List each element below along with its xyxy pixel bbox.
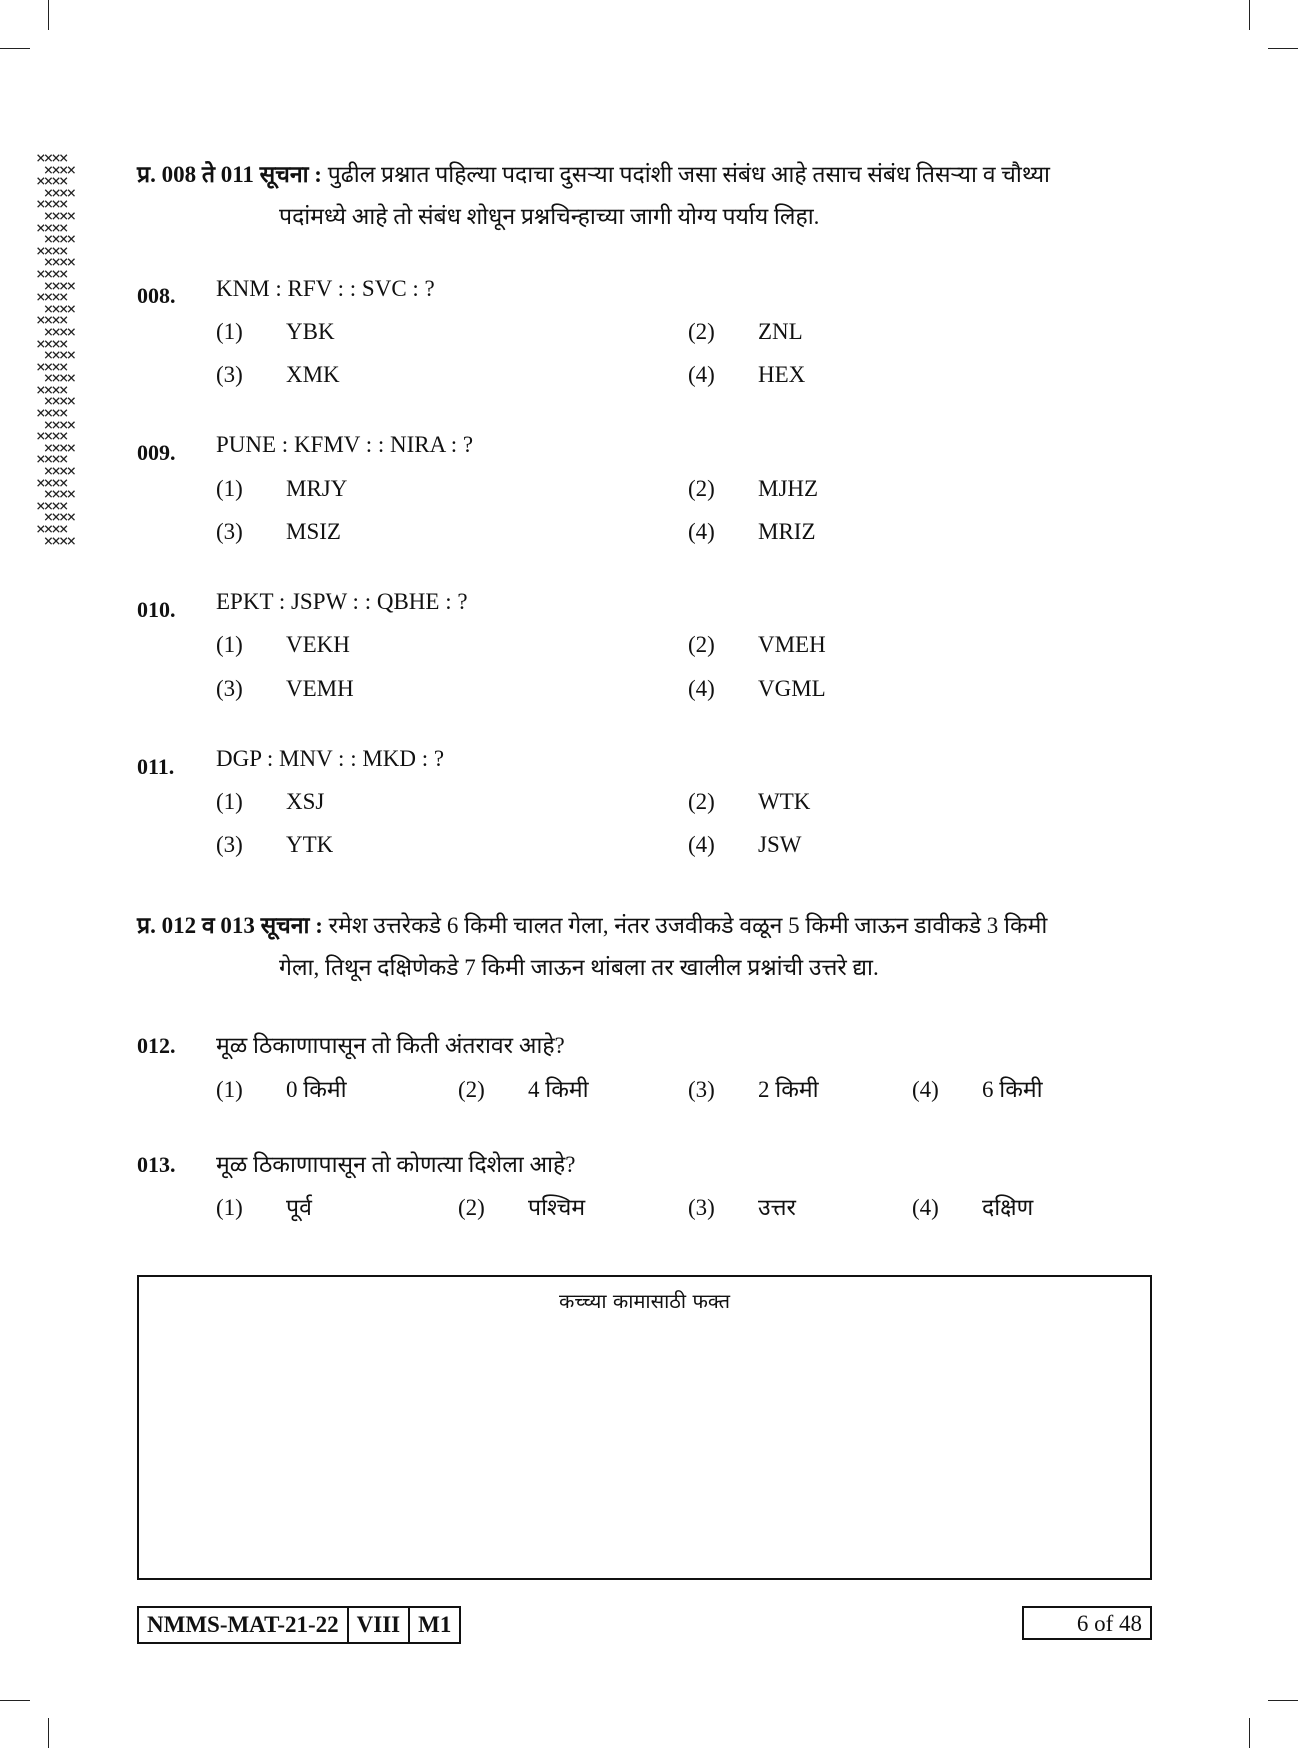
option-number: (4) <box>688 832 715 857</box>
option[interactable] <box>688 362 805 388</box>
crop-mark <box>48 1718 49 1748</box>
question-number: 011. <box>137 754 175 779</box>
rough-work-box <box>137 1275 1152 1580</box>
decorative-x-pattern: ×××× ×××× ×××× ×××× ×××× ×××× ×××× ×××× ×××× ×××× ×××× ×××× ×××× ×××× ×××× ×××× ×××× ×××× ×××× ×××× ×××× ×××× ×××× ×××× ×××× ×××× ×××× ×××× ×××× ×××× ×××× ×××× ×××× ×××× <box>36 152 75 546</box>
option[interactable] <box>688 676 826 702</box>
option-number: (2) <box>688 319 715 344</box>
option[interactable] <box>216 362 340 388</box>
option[interactable] <box>688 832 801 858</box>
option[interactable] <box>458 1072 589 1104</box>
question-number: 009. <box>137 440 176 465</box>
instruction-block <box>137 154 1157 238</box>
option-number: (4) <box>912 1077 939 1102</box>
option-number: (2) <box>688 789 715 814</box>
option-number: (1) <box>216 1195 243 1220</box>
question-text: मूळ ठिकाणापासून तो कोणत्या दिशेला आहे? <box>216 1152 576 1177</box>
option-number: (3) <box>688 1195 715 1220</box>
option-value: पूर्व <box>286 1195 312 1220</box>
question-number: 010. <box>137 597 176 622</box>
option-number: (4) <box>688 362 715 387</box>
option-value: YTK <box>286 832 334 857</box>
option-number: (3) <box>216 519 243 544</box>
crop-mark <box>48 0 49 30</box>
crop-mark <box>1268 48 1298 49</box>
option-value: VEKH <box>286 632 350 657</box>
option-value: MSIZ <box>286 519 341 544</box>
option[interactable] <box>688 632 826 658</box>
option-number: (1) <box>216 789 243 814</box>
option[interactable] <box>216 789 324 815</box>
option[interactable] <box>688 1072 819 1104</box>
crop-mark <box>1249 1718 1250 1748</box>
option[interactable] <box>216 832 333 858</box>
option[interactable] <box>688 319 803 345</box>
option[interactable] <box>216 676 354 702</box>
question-number: 012. <box>137 1033 176 1058</box>
option-value: MJHZ <box>758 476 819 501</box>
option-number: (3) <box>688 1077 715 1102</box>
page-number: 6 of 48 <box>1022 1606 1152 1640</box>
paper-code-box <box>137 1606 461 1644</box>
option[interactable] <box>216 319 335 345</box>
question-text: PUNE : KFMV : : NIRA : ? <box>216 432 474 457</box>
option-value: 4 किमी <box>528 1077 589 1102</box>
crop-mark <box>1249 0 1250 30</box>
option-number: (3) <box>216 676 243 701</box>
crop-mark <box>0 1700 30 1701</box>
option-value: दक्षिण <box>982 1195 1034 1220</box>
option-value: YBK <box>286 319 335 344</box>
instruction-lead: प्र. 008 ते 011 सूचना : <box>137 162 322 187</box>
paper-standard: VIII <box>347 1608 408 1642</box>
option-value: उत्तर <box>758 1195 796 1220</box>
question-number: 013. <box>137 1152 176 1177</box>
option-value: XSJ <box>286 789 325 814</box>
option-value: VEMH <box>286 676 354 701</box>
option[interactable] <box>216 519 341 545</box>
paper-medium: M1 <box>408 1608 459 1642</box>
instruction-text: रमेश उत्तरेकडे 6 किमी चालत गेला, नंतर उजवीकडे वळून 5 किमी जाऊन डावीकडे 3 किमी <box>328 913 1048 938</box>
option-value: MRJY <box>286 476 348 501</box>
option-value: JSW <box>758 832 802 857</box>
instruction-text: गेला, तिथून दक्षिणेकडे 7 किमी जाऊन थांबला तर खालील प्रश्नांची उत्तरे द्या. <box>279 955 879 980</box>
option-number: (2) <box>458 1195 485 1220</box>
rough-work-title: कच्च्या कामासाठी फक्त <box>558 1289 731 1313</box>
option[interactable] <box>216 632 350 658</box>
option-number: (1) <box>216 1077 243 1102</box>
instruction-block <box>137 905 1157 989</box>
option-value: 2 किमी <box>758 1077 819 1102</box>
question-number: 008. <box>137 283 176 308</box>
option-number: (2) <box>458 1077 485 1102</box>
option[interactable] <box>216 476 347 502</box>
option[interactable] <box>688 789 810 815</box>
option-value: VGML <box>758 676 826 701</box>
option[interactable] <box>688 519 816 545</box>
option-value: MRIZ <box>758 519 816 544</box>
option-number: (1) <box>216 319 243 344</box>
option-number: (2) <box>688 632 715 657</box>
option[interactable] <box>912 1190 1033 1222</box>
option-value: VMEH <box>758 632 826 657</box>
question-text: मूळ ठिकाणापासून तो किती अंतरावर आहे? <box>216 1033 565 1058</box>
option-value: XMK <box>286 362 340 387</box>
paper-code: NMMS-MAT-21-22 <box>147 1612 339 1637</box>
crop-mark <box>0 48 30 49</box>
option-number: (3) <box>216 832 243 857</box>
option[interactable] <box>458 1190 585 1222</box>
option-value: 0 किमी <box>286 1077 347 1102</box>
option-value: ZNL <box>758 319 803 344</box>
instruction-text: पदांमध्ये आहे तो संबंध शोधून प्रश्नचिन्हाच्या जागी योग्य पर्याय लिहा. <box>279 204 820 229</box>
option-number: (4) <box>688 519 715 544</box>
instruction-lead: प्र. 012 व 013 सूचना : <box>137 913 323 938</box>
option-number: (3) <box>216 362 243 387</box>
option-number: (2) <box>688 476 715 501</box>
instruction-text: पुढील प्रश्नात पहिल्या पदाचा दुसऱ्या पदांशी जसा संबंध आहे तसाच संबंध तिसऱ्या व चौथ्या <box>327 162 1050 187</box>
option-value: HEX <box>758 362 806 387</box>
option-number: (1) <box>216 476 243 501</box>
option[interactable] <box>216 1190 312 1222</box>
crop-mark <box>1268 1700 1298 1701</box>
option-number: (4) <box>912 1195 939 1220</box>
question-text: EPKT : JSPW : : QBHE : ? <box>216 589 468 614</box>
option-value: WTK <box>758 789 811 814</box>
option[interactable] <box>216 1072 347 1104</box>
option[interactable] <box>688 1190 796 1222</box>
option-value: 6 किमी <box>982 1077 1043 1102</box>
question-text: DGP : MNV : : MKD : ? <box>216 746 445 771</box>
option-value: पश्चिम <box>528 1195 586 1220</box>
option[interactable] <box>688 476 818 502</box>
option-number: (1) <box>216 632 243 657</box>
option-number: (4) <box>688 676 715 701</box>
question-text: KNM : RFV : : SVC : ? <box>216 276 435 301</box>
option[interactable] <box>912 1072 1043 1104</box>
